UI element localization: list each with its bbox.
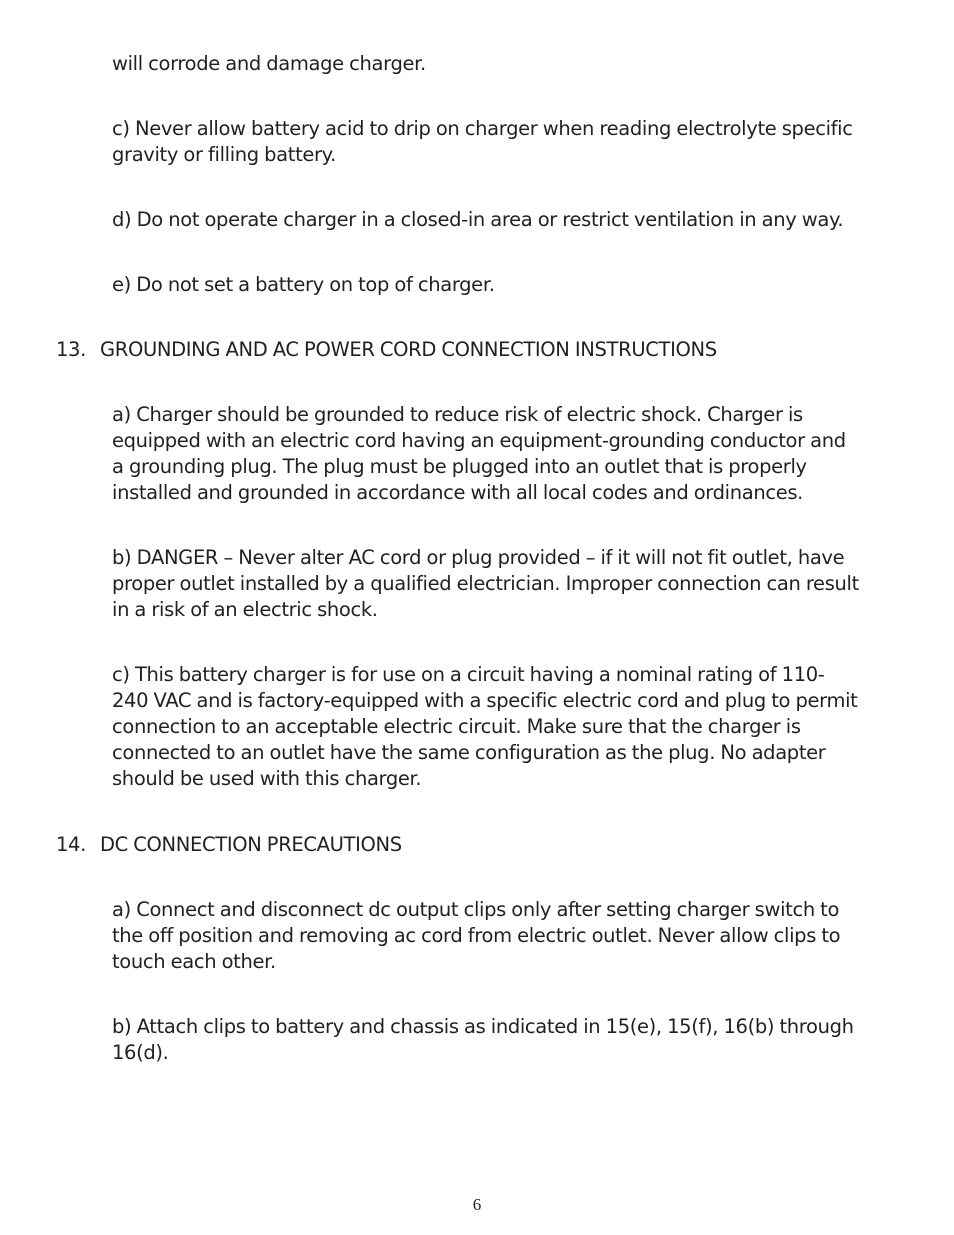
section-title: GROUNDING AND AC POWER CORD CONNECTION INSTRUCTIONS (100, 338, 717, 361)
text-line: 240 VAC and is factory-equipped with a specific electric cord and plug to permit (112, 689, 858, 712)
continued-paragraph (112, 51, 902, 77)
text-line: d) Do not operate charger in a closed-in area or restrict ventilation in any way. (112, 208, 844, 231)
text-line: connection to an acceptable electric circuit. Make sure that the charger is (112, 715, 801, 738)
text-line: connected to an outlet have the same configuration as the plug. No adapter (112, 741, 826, 764)
paragraph-13b (112, 545, 902, 623)
paragraph-12e (112, 272, 902, 298)
text-line: should be used with this charger. (112, 767, 422, 790)
paragraph-13c (112, 662, 902, 792)
paragraph-13a (112, 402, 902, 506)
section-title: DC CONNECTION PRECAUTIONS (100, 833, 402, 856)
text-line: b) DANGER – Never alter AC cord or plug provided – if it will not fit outlet, have (112, 546, 845, 569)
text-line: will corrode and damage charger. (112, 52, 426, 75)
text-line: installed and grounded in accordance with all local codes and ordinances. (112, 481, 804, 504)
paragraph-14a (112, 897, 902, 975)
text-line: c) This battery charger is for use on a circuit having a nominal rating of 110- (112, 663, 825, 686)
section-14-heading (56, 832, 402, 858)
text-line: in a risk of an electric shock. (112, 598, 378, 621)
section-13-heading (56, 337, 717, 363)
text-line: a) Charger should be grounded to reduce risk of electric shock. Charger is (112, 403, 803, 426)
text-line: b) Attach clips to battery and chassis as indicated in 15(e), 15(f), 16(b) through (112, 1015, 854, 1038)
section-number: 14. (56, 833, 86, 856)
text-line: the off position and removing ac cord from electric outlet. Never allow clips to (112, 924, 841, 947)
text-line: e) Do not set a battery on top of charger. (112, 273, 495, 296)
text-line: 16(d). (112, 1041, 169, 1064)
text-line: touch each other. (112, 950, 276, 973)
text-line: c) Never allow battery acid to drip on charger when reading electrolyte specific (112, 117, 853, 140)
text-line: a) Connect and disconnect dc output clips only after setting charger switch to (112, 898, 840, 921)
text-line: gravity or filling battery. (112, 143, 336, 166)
paragraph-14b (112, 1014, 902, 1066)
paragraph-12d (112, 207, 902, 233)
text-line: equipped with an electric cord having an equipment-grounding conductor and (112, 429, 846, 452)
text-line: a grounding plug. The plug must be plugged into an outlet that is properly (112, 455, 807, 478)
text-line: proper outlet installed by a qualified electrician. Improper connection can result (112, 572, 859, 595)
section-number: 13. (56, 338, 86, 361)
page-number: 6 (472, 1195, 482, 1214)
paragraph-12c (112, 116, 902, 168)
